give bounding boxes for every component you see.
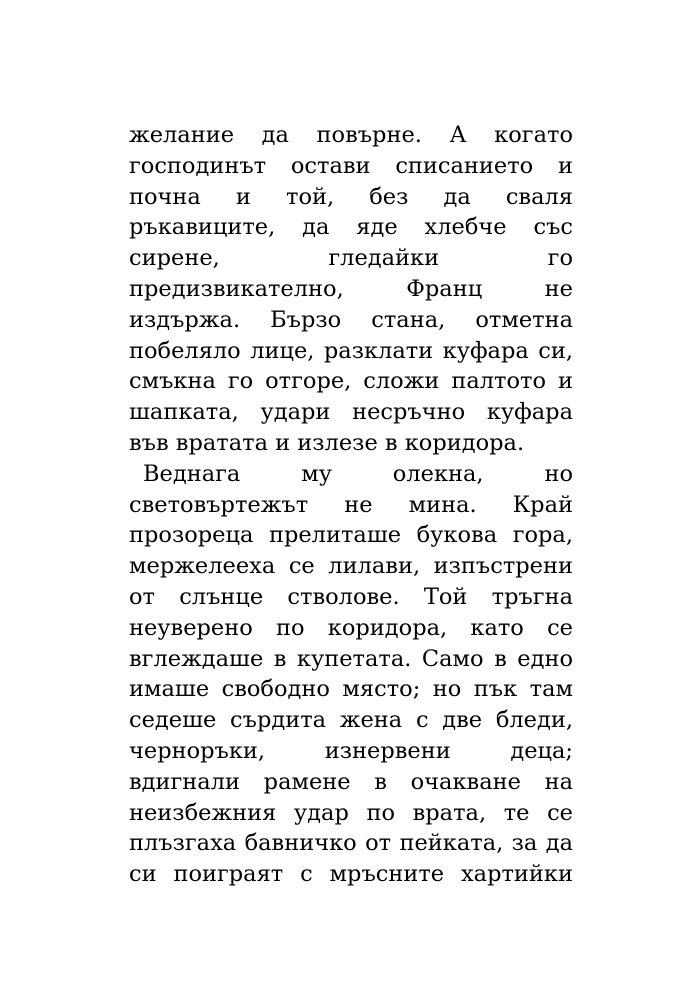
- text-line: предизвикателно, Франц не: [129, 275, 573, 302]
- text-line: неуверено по коридора, като се: [129, 614, 573, 641]
- text-line: издържа. Бързо стана, отметна: [129, 306, 573, 333]
- text-line: прозореца прелиташе букова гора,: [129, 522, 573, 549]
- text-line: желание да повърне. А когато: [129, 122, 573, 148]
- text-line: смъкна го отгоре, сложи палтото и: [129, 368, 573, 395]
- text-line: имаше свободно място; но пък там: [129, 676, 573, 703]
- text-line: от слънце стволове. Той тръгна: [129, 583, 573, 610]
- text-line: шапката, удари несръчно куфара: [129, 399, 573, 426]
- page-text: [129, 120, 573, 890]
- text-line: световъртежът не мина. Край: [129, 491, 573, 518]
- text-line: си поиграят с мръсните хартийки: [129, 861, 573, 888]
- text-line: почна и той, без да сваля: [129, 183, 573, 210]
- text-line: черноръки, изнервени деца;: [129, 737, 573, 764]
- text-line: вглеждаше в купетата. Само в едно: [129, 645, 573, 672]
- text-line: побеляло лице, разклати куфара си,: [129, 337, 573, 364]
- paragraph: [129, 459, 573, 890]
- text-line: сирене, гледайки го: [129, 245, 573, 272]
- text-line: господинът остави списанието и: [129, 152, 573, 179]
- text-line: плъзгаха бавничко от пейката, за да: [129, 830, 573, 857]
- text-line: вдигнали рамене в очакване на: [129, 768, 573, 795]
- paragraph: [129, 120, 573, 459]
- text-line: мержелееха се лилави, изпъстрени: [129, 553, 573, 580]
- text-line: Веднага му олекна, но: [143, 460, 573, 487]
- text-line: неизбежния удар по врата, те се: [129, 799, 573, 826]
- text-line: седеше сърдита жена с две бледи,: [129, 707, 573, 734]
- text-line: във вратата и излезе в коридора.: [129, 429, 525, 456]
- text-line: ръкавиците, да яде хлебче със: [129, 214, 573, 241]
